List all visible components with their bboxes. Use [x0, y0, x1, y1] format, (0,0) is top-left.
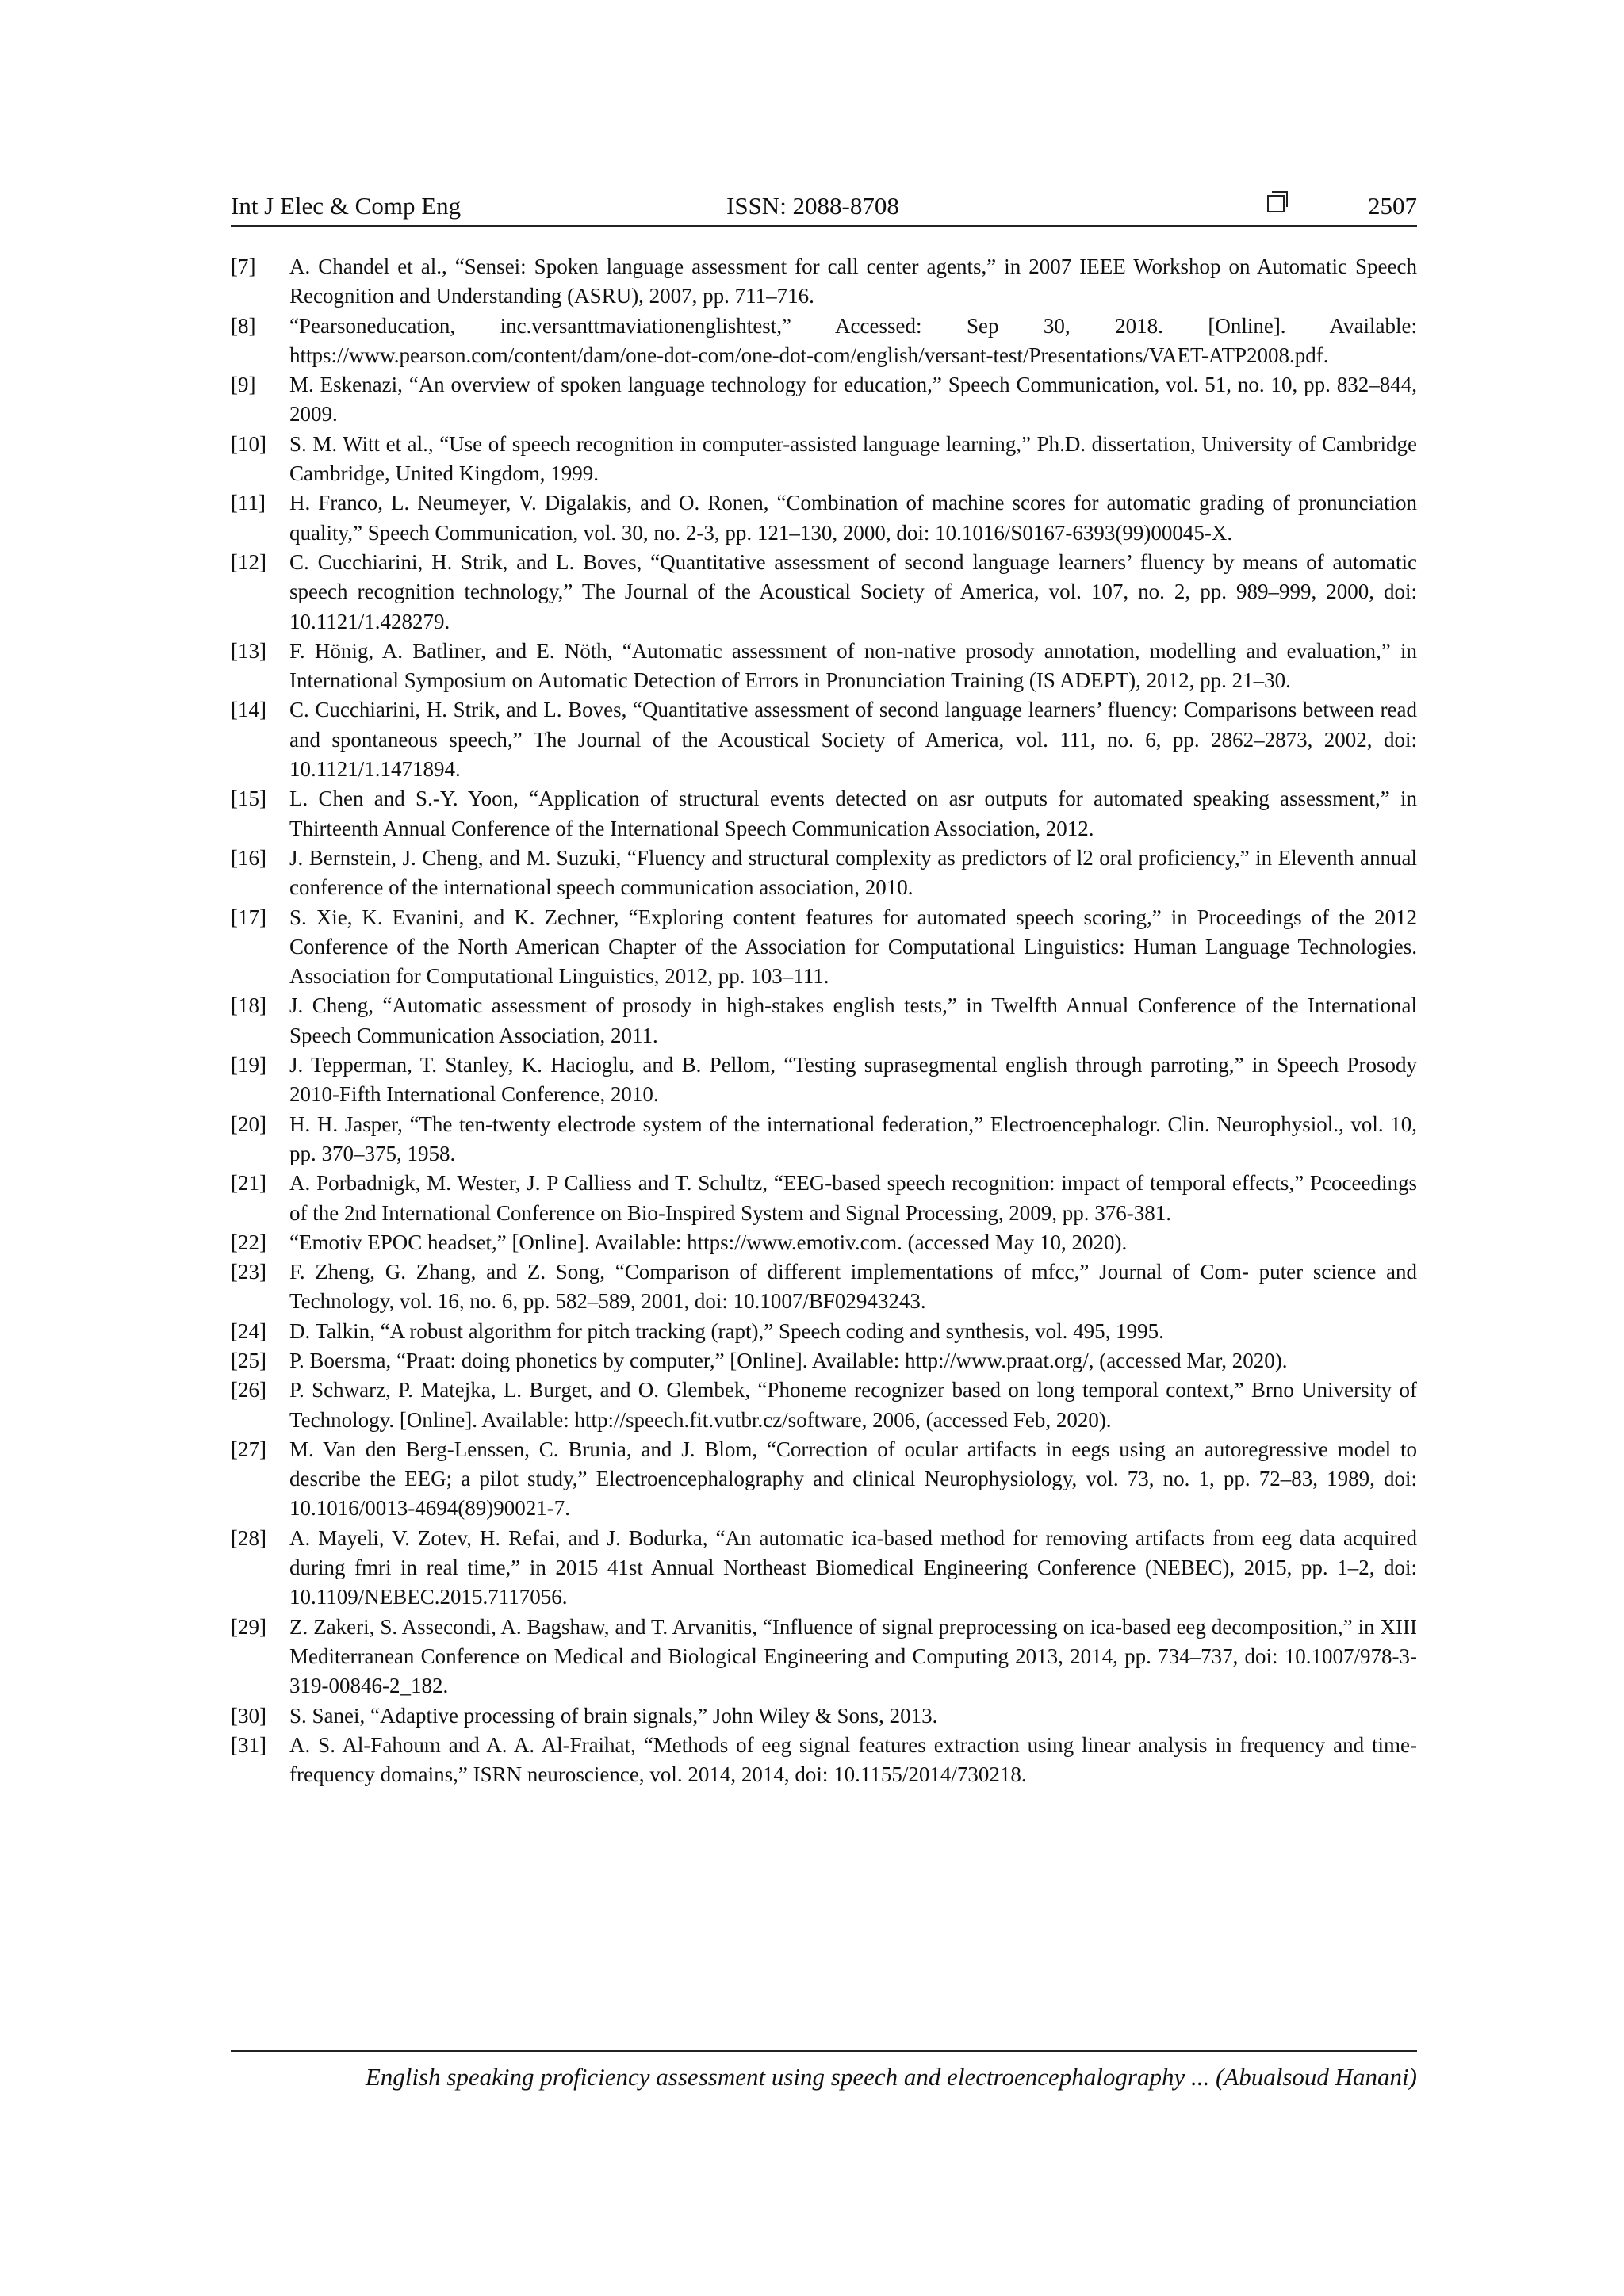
- reference-number: [28]: [231, 1525, 266, 1550]
- reference-number: [17]: [231, 905, 266, 929]
- reference-number: [13]: [231, 638, 266, 663]
- reference-text: F. Zheng, G. Zhang, and Z. Song, “Comparison of different implementations of mfcc,” Journal of Com- puter science and Technology, vol. 16, no. 6, pp. 582–589, 2001, doi: 10.1007/BF02943243.: [289, 1260, 1417, 1314]
- reference-number: [27]: [231, 1437, 266, 1461]
- reference-item: [231, 1613, 1417, 1701]
- reference-item: [231, 1257, 1417, 1317]
- reference-item: [231, 844, 1417, 903]
- reference-number: [19]: [231, 1053, 266, 1077]
- reference-number: [26]: [231, 1378, 266, 1402]
- reference-item: [231, 784, 1417, 844]
- reference-item: [231, 312, 1417, 371]
- reference-text: A. Chandel et al., “Sensei: Spoken language assessment for call center agents,” in 2007 IEEE Workshop on Automatic Speech Recognition and Understanding (ASRU), 2007, pp. 711–716.: [289, 254, 1417, 308]
- reference-item: [231, 1435, 1417, 1524]
- reference-number: [22]: [231, 1230, 266, 1254]
- reference-item: [231, 370, 1417, 430]
- journal-name: Int J Elec & Comp Eng: [231, 192, 462, 220]
- reference-item: [231, 1169, 1417, 1228]
- reference-item: [231, 637, 1417, 696]
- reference-number: [30]: [231, 1703, 266, 1728]
- reference-number: [29]: [231, 1614, 266, 1639]
- reference-list: [231, 252, 1417, 1789]
- reference-number: [31]: [231, 1732, 266, 1757]
- reference-item: [231, 991, 1417, 1050]
- reference-number: [24]: [231, 1318, 266, 1343]
- reference-text: L. Chen and S.-Y. Yoon, “Application of structural events detected on asr outputs for automated speaking assessment,” in Thirteenth Annual Conference of the International Speech Communication Association, 2012.: [289, 786, 1417, 840]
- reference-text: M. Eskenazi, “An overview of spoken language technology for education,” Speech Communication, vol. 51, no. 10, pp. 832–844, 2009.: [289, 373, 1417, 427]
- reference-number: [16]: [231, 845, 266, 870]
- reference-text: A. Porbadnigk, M. Wester, J. P Calliess and T. Schultz, “EEG-based speech recognition: impact of temporal effects,” Pcoceedings of the 2nd International Conference on Bio-Inspired System and Signal Processing, 2009, pp. 376-381.: [289, 1171, 1417, 1225]
- running-title: English speaking proficiency assessment using speech and electroencephalography ... (Abualsoud Hanani): [365, 2063, 1417, 2091]
- reference-number: [20]: [231, 1112, 266, 1136]
- reference-text: P. Schwarz, P. Matejka, L. Burget, and O. Glembek, “Phoneme recognizer based on long temporal context,” Brno University of Technology. [Online]. Available: http://speech.fit.vutbr.cz/software, 2006, (accessed Feb, 2020).: [289, 1378, 1417, 1432]
- reference-item: [231, 252, 1417, 312]
- reference-number: [12]: [231, 549, 266, 574]
- reference-item: [231, 1524, 1417, 1613]
- reference-text: J. Tepperman, T. Stanley, K. Hacioglu, and B. Pellom, “Testing suprasegmental english through parroting,” in Speech Prosody 2010-Fifth International Conference, 2010.: [289, 1053, 1417, 1107]
- page-footer: [231, 2050, 1417, 2091]
- reference-item: [231, 548, 1417, 637]
- reference-number: [21]: [231, 1171, 266, 1196]
- reference-text: F. Hönig, A. Batliner, and E. Nöth, “Automatic assessment of non-native prosody annotation, modelling and evaluation,” in International Symposium on Automatic Detection of Errors in Pronunciation Training (IS ADEPT), 2012, pp. 21–30.: [289, 638, 1417, 693]
- reference-text: M. Van den Berg-Lenssen, C. Brunia, and J. Blom, “Correction of ocular artifacts in eegs using an autoregressive model to describe the EEG; a pilot study,” Electroencephalography and clinical Neurophysiology, vol. 73, no. 1, pp. 72–83, 1989, doi: 10.1016/0013-4694(89)90021-7.: [289, 1437, 1417, 1521]
- reference-text: H. H. Jasper, “The ten-twenty electrode system of the international federation,” Electroencephalogr. Clin. Neurophysiol., vol. 10, pp. 370–375, 1958.: [289, 1112, 1417, 1165]
- reference-item: [231, 1731, 1417, 1790]
- page-number: 2507: [1368, 192, 1417, 220]
- reference-text: A. Mayeli, V. Zotev, H. Refai, and J. Bodurka, “An automatic ica-based method for removing artifacts from eeg data acquired during fmri in real time,” in 2015 41st Annual Northeast Biomedical Engineering Conference (NEBEC), 2015, pp. 1–2, doi: 10.1109/NEBEC.2015.7117056.: [289, 1525, 1417, 1609]
- reference-item: [231, 488, 1417, 548]
- reference-number: [14]: [231, 698, 266, 722]
- reference-text: H. Franco, L. Neumeyer, V. Digalakis, and O. Ronen, “Combination of machine scores for automatic grading of pronunciation quality,” Speech Communication, vol. 30, no. 2-3, pp. 121–130, 2000, doi: 10.1016/S0167-6393(99)00045-X.: [289, 491, 1417, 545]
- reference-number: [18]: [231, 993, 266, 1018]
- reference-text: P. Boersma, “Praat: doing phonetics by computer,” [Online]. Available: http://www.praat.org/, (accessed Mar, 2020).: [289, 1348, 1288, 1372]
- reference-item: [231, 695, 1417, 784]
- reference-number: [25]: [231, 1348, 266, 1372]
- reference-number: [11]: [231, 491, 266, 515]
- page-header: [231, 189, 1417, 227]
- reference-item: [231, 1701, 1417, 1731]
- reference-text: A. S. Al-Fahoum and A. A. Al-Fraihat, “Methods of eeg signal features extraction using linear analysis in frequency and time-frequency domains,” ISRN neuroscience, vol. 2014, 2014, doi: 10.1155/2014/730218.: [289, 1732, 1417, 1787]
- reference-text: J. Cheng, “Automatic assessment of prosody in high-stakes english tests,” in Twelfth Annual Conference of the International Speech Communication Association, 2011.: [289, 993, 1417, 1047]
- reference-number: [23]: [231, 1260, 266, 1284]
- issn: ISSN: 2088-8708: [726, 192, 899, 220]
- reference-text: S. Xie, K. Evanini, and K. Zechner, “Exploring content features for automated speech scoring,” in Proceedings of the 2012 Conference of the North American Chapter of the Association for Computational Linguistics: Human Language Technologies. Association for Computational Linguistics, 2012, pp. 103–111.: [289, 905, 1417, 989]
- reference-text: “Pearsoneducation, inc.versanttmaviationenglishtest,” Accessed: Sep 30, 2018. [Online]. Available: https://www.pearson.com/content/dam/one-dot-com/one-dot-com/english/versant-test/Presentations/VAET-ATP2008.pdf.: [289, 313, 1417, 367]
- reference-item: [231, 1376, 1417, 1435]
- reference-item: [231, 1317, 1417, 1346]
- reference-text: S. M. Witt et al., “Use of speech recognition in computer-assisted language learning,” Ph.D. dissertation, University of Cambridge Cambridge, United Kingdom, 1999.: [289, 431, 1417, 486]
- reference-item: [231, 1346, 1417, 1376]
- reference-text: D. Talkin, “A robust algorithm for pitch tracking (rapt),” Speech coding and synthesis, vol. 495, 1995.: [289, 1318, 1164, 1343]
- square-icon: [1267, 195, 1285, 212]
- reference-number: [15]: [231, 786, 266, 811]
- reference-item: [231, 1228, 1417, 1257]
- reference-item: [231, 903, 1417, 992]
- reference-text: “Emotiv EPOC headset,” [Online]. Available: https://www.emotiv.com. (accessed May 10, 2020).: [289, 1230, 1128, 1254]
- reference-number: [9]: [231, 373, 256, 397]
- reference-text: C. Cucchiarini, H. Strik, and L. Boves, “Quantitative assessment of second language learners’ fluency by means of automatic speech recognition technology,” The Journal of the Acoustical Society of America, vol. 107, no. 2, pp. 989–999, 2000, doi: 10.1121/1.428279.: [289, 549, 1417, 633]
- reference-text: J. Bernstein, J. Cheng, and M. Suzuki, “Fluency and structural complexity as predictors of l2 oral proficiency,” in Eleventh annual conference of the international speech communication association, 2010.: [289, 845, 1417, 900]
- reference-item: [231, 430, 1417, 489]
- reference-number: [8]: [231, 313, 256, 338]
- reference-text: S. Sanei, “Adaptive processing of brain signals,” John Wiley & Sons, 2013.: [289, 1703, 938, 1728]
- reference-text: C. Cucchiarini, H. Strik, and L. Boves, “Quantitative assessment of second language learners’ fluency: Comparisons between read and spontaneous speech,” The Journal of the Acoustical Society of America, vol. 111, no. 6, pp. 2862–2873, 2002, doi: 10.1121/1.1471894.: [289, 698, 1417, 782]
- reference-text: Z. Zakeri, S. Assecondi, A. Bagshaw, and T. Arvanitis, “Influence of signal preprocessing on ica-based eeg decomposition,” in XIII Mediterranean Conference on Medical and Biological Engineering and Computing 2013, 2014, pp. 734–737, doi: 10.1007/978-3-319-00846-2_182.: [289, 1614, 1417, 1698]
- reference-number: [10]: [231, 431, 266, 456]
- reference-item: [231, 1050, 1417, 1110]
- reference-number: [7]: [231, 254, 256, 278]
- reference-item: [231, 1110, 1417, 1169]
